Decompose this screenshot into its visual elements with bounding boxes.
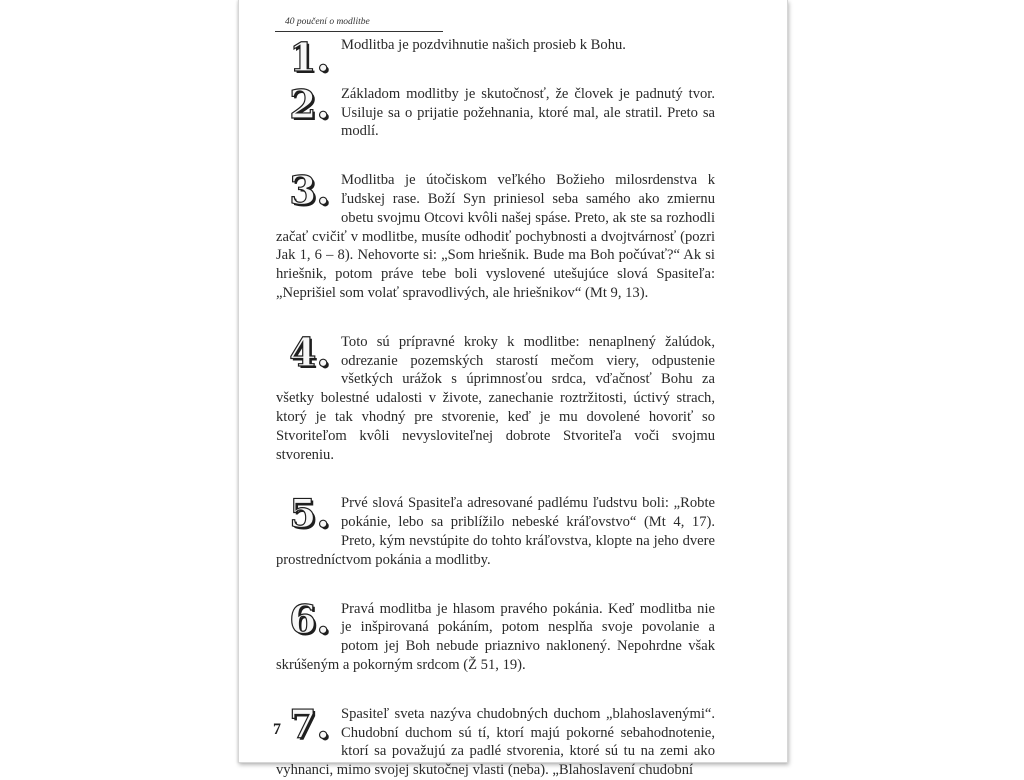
lesson-text: Toto sú prípravné kroky k modlitbe: nenaplnený žalúdok, odrezanie pozemských starostí mečom viery, odpustenie všetkých urážok s úprimnosťou srdca, vďačnosť Bohu za všetky bolestné udalosti v živote, zanechanie roztržitosti, úctivý strach, ktorý je tak vhodný pre stvorenie, keď je mu dovolené hovoriť so Stvoriteľom kvôli nevysloviteľnej dobrote Stvoriteľa voči svojmu stvoreniu. [276,333,715,463]
lesson-text: Modlitba je útočiskom veľkého Božieho milosrdenstva k ľudskej rase. Boží Syn priniesol seba samého ako zmiernu obetu svojmu Otcovi kvôli našej spáse. Preto, ak ste sa rozhodli začať cvičiť v modlitbe, musíte odhodiť pochybnosti a dvojtvárnosť (pozri Jak 1, 6 – 8). Nehovorte si: „Som hriešnik. Bude ma Boh počúvať?“ Ak si hriešnik, potom práve tebe boli vyslovené utešujúce slová Spasiteľa: „Neprišiel som volať spravodlivých, ale hriešnikov“ (Mt 9, 13). [276,172,715,301]
lesson-number: 4. [289,329,330,376]
page-content [276,36,715,780]
lesson-number: 7. [289,701,330,748]
lesson-number: 6. [289,596,330,643]
lesson-number: 3. [289,168,330,215]
lesson-number: 1. [289,35,330,81]
page-number: 7 [273,721,281,738]
lesson-text: Základom modlitby je skutočnosť, že človek je padnutý tvor. Usiluje sa o prijatie požehnania, ktoré mal, ale stratil. Preto sa modlí. [341,85,715,140]
lesson-3 [276,168,715,303]
lesson-1 [276,35,715,81]
lesson-text: Prvé slová Spasiteľa adresované padlému ľudstvu boli: „Robte pokánie, lebo sa priblížilo nebeské kráľovstvo“ (Mt 4, 17). Preto, kým nevstúpite do tohto kráľovstva, klopte na jeho dvere prostredníctvom pokánia a modlitby. [276,495,715,568]
lesson-number: 2. [289,81,330,128]
lesson-7 [276,701,715,780]
running-header-title: 40 poučení o modlitbe [285,17,370,27]
lesson-number: 5. [289,491,330,538]
lesson-2 [276,81,715,141]
lesson-5 [276,491,715,569]
lesson-text: Spasiteľ sveta nazýva chudobných duchom „blahoslavenými“. Chudobní duchom sú tí, ktorí majú pokorné sebahodnotenie, ktorí sa považujú za padlé stvorenia, ktoré sú tu na zemi ako vyhnanci, mimo svojej skutočnej vlasti (neba). „Blahoslavení chudobní [276,705,715,779]
header-rule [275,31,443,32]
lesson-text: Modlitba je pozdvihnutie našich prosieb k Bohu. [341,37,626,53]
lesson-6 [276,596,715,675]
lesson-4 [276,329,715,465]
running-header [275,14,443,34]
lesson-text: Pravá modlitba je hlasom pravého pokánia. Keď modlitba nie je inšpirovaná pokáním, potom nesplňa svoje povolanie a potom jej Boh nebude priaznivo naklonený. Nepohrdne však skrúšeným a pokorným srdcom (Ž 51, 19). [276,600,715,673]
book-page [238,0,788,779]
